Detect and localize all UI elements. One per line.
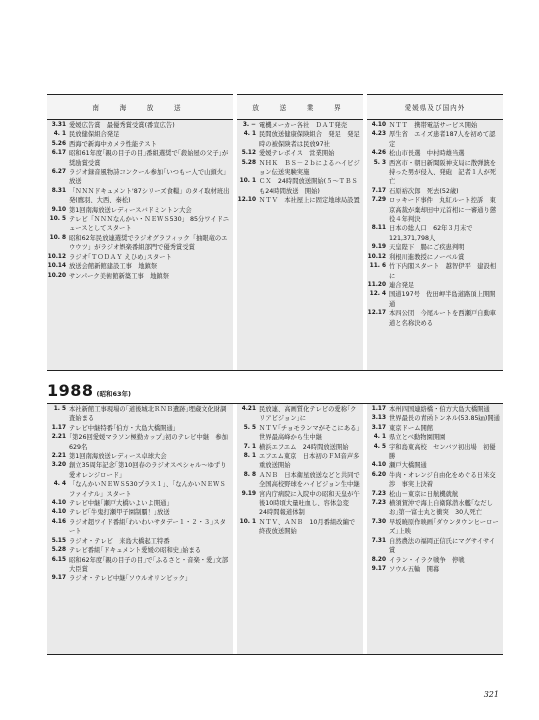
entry-text: 国道197号 佐田岬半島道路頂上開開通 [389,291,496,308]
entry-text: 松山市長選 中村時雄当選 [389,150,465,158]
entry-date: 6.27 [51,169,66,176]
entry-date: 9.17 [371,565,386,572]
entry-text: ＮＴＴ 携帯電話サービス開始 [389,122,478,129]
entry-date: 9.17 [51,575,66,582]
entry-date: 11. 6 [369,263,386,270]
entry-text: ラジオ超ワイド番組｢わいわいサタデー１・２・３｣スタート [69,518,226,536]
entry-text: テレビ｢牛鬼打瀬甲子園制覇！｣放送 [69,509,170,517]
entry-text: 第1回南海放送レディースバドミントン大会 [69,206,192,214]
chronology-entry [367,556,503,565]
entry-text: テレビ番組｢ドキュメント愛媛の昭和史｣始まる [69,547,202,555]
chronology-entry [367,187,503,196]
entry-date: 3.17 [371,424,386,431]
entry-text: ＮＴＶ｢チョモランマがそこにある｣世界最高峰から生中継 [259,424,360,442]
entry-text: 昭和62年民放連選奨でラジオグラフィック「抽眼竜のエウウツ」がラジオ娯楽番組部門で優秀賞受賞 [69,234,228,252]
entry-text: テレビ中継特番｢伯方・大島大橋開通｣ [69,424,176,432]
entry-text: 「なんかいＮＥＷＳ530プラス１」、「なんかいＮＥＷＳファイナル」スタート [69,481,226,498]
entry-text: 昭和61年度｢親の目子の目｣番組選奨で｢殺始屋の父子｣が奨励賞受賞 [69,150,229,167]
chronology-entry [47,234,233,253]
entry-text: 世界最長の青函トンネル(53.85㎞)開通 [389,415,500,423]
chronology-entry [47,480,233,499]
chronology-entry [367,149,503,158]
entry-date: 2.21 [51,434,66,441]
chronology-entry [237,443,363,452]
entry-date: 3. − [242,122,256,128]
chronology-table-1988 [47,403,503,655]
entry-date: 5. 3 [373,159,386,166]
chronology-entry [47,452,233,461]
entry-date: 6.15 [51,556,66,563]
entry-date: 7.23 [371,500,386,507]
entry-text: 自然農法の福岡正信氏にマグサイサイ賞 [389,537,496,555]
entry-text: 横浜エフエム 24時間放送開始 [259,443,349,451]
entry-text: 本社新館工事現場の｢道後城北ＲＮＢ遺跡｣埋蔵文化財調査始まる [69,406,227,423]
chronology-entry [367,130,503,149]
entry-date: 4. 1 [373,434,386,441]
entry-text: 第1回南海放送レディース卓球大会 [69,453,167,461]
chronology-entry [237,452,363,471]
entry-text: 「ＮＮＮドキュメント'87シリーズ食糧」のタイ取材班出発(鷹羽、大西、秦松) [69,187,230,205]
chronology-entry [47,187,233,206]
entry-date: 10. 5 [49,216,66,223]
entry-text: 竹下内閣スタート 越智伊平 建設相に [389,263,497,280]
chronology-entry [367,224,503,243]
entry-text: 早坂暁原作映画｢ダウンタウンヒーローズ｣上映 [389,518,499,536]
entry-text: 創立35周年記念｢第10回春のラジオスペシャル～ゆずり愛オレンジロード｣ [69,462,227,479]
entry-date: 11.20 [367,281,386,288]
chronology-entry [367,518,503,537]
entry-text: 宮内庁病院に入院中の昭和天皇が午後10時頃大量吐血し、容体急変 24時間報道体制 [259,490,360,517]
chronology-entry [367,121,503,130]
chronology-entry [47,149,233,168]
chronology-entry [367,443,503,462]
entry-date: 4.10 [371,462,386,469]
entry-date: 4.16 [51,518,66,525]
entry-text: ＣＸ 24時間放送開始(５～ＴＢＳも24時間放送 開始) [259,178,358,195]
year-era: (昭和63年) [96,390,132,398]
entry-text: 石原裕次郎 死去(52歳) [389,187,459,195]
entry-date: 9.19 [371,244,386,251]
chronology-entry [47,272,233,281]
chronology-entry [47,433,233,452]
chronology-entry [47,424,233,433]
entry-date: 5.12 [241,150,256,157]
header-nankai-broadcasting: 南 海 放 送 [47,95,233,120]
entry-date: 10.12 [47,253,66,260]
entry-text: テレビ「ＮＮＮなんかい・ＮＥＷＳ530」 85分ワイドニュースとしてスタート [69,216,229,233]
chronology-entry [237,130,363,149]
chronology-entry [237,196,363,205]
entry-date: 4. 1 [53,131,66,138]
entry-date: 4.10 [51,509,66,516]
entry-date: 4. 5 [373,443,386,450]
column-ehime [367,404,503,654]
chronology-entry [47,262,233,271]
chronology-entry [367,262,503,281]
entry-date: 7.23 [371,490,386,497]
chronology-entry [47,574,233,583]
chronology-entry [237,149,363,158]
entry-date: 8.11 [371,225,386,232]
entry-text: テレビ中継｢瀬戸大橋いよいよ開通｣ [69,500,170,508]
entry-text: 日本の総人口 62年３月末で121,371,798人 [389,225,473,242]
entry-text: 西海で新海中カメラ性能テスト [69,140,157,148]
chronology-table-1987 [47,94,503,371]
entry-text: ラジオ・テレビ中継｢ソウルオリンピック｣ [69,575,189,583]
year-heading [47,381,131,400]
entry-text: 天皇陛下 腸にご疾患判明 [389,244,465,252]
entry-date: 10. 8 [49,234,66,241]
entry-text: 東京ドーム開館 [389,424,434,432]
entry-date: 4.23 [371,131,386,138]
entry-date: 2.21 [51,453,66,460]
entry-text: イラン・イラク戦争 停戦 [389,556,465,564]
entry-date: 5.26 [51,140,66,147]
entry-text: エフエム東京 日本初のＦＭ音声多重放送開始 [259,453,360,470]
column-ehime [367,120,503,370]
chronology-entry [367,196,503,224]
chronology-entry [367,281,503,290]
chronology-entry [237,121,363,130]
entry-date: 7.30 [371,518,386,525]
chronology-entry [47,508,233,517]
entry-text: 本州四国連絡橋・伯方大島大橋開通 [389,406,490,413]
header-ehime-domestic-international: 愛媛県及び国内外 [367,95,503,120]
entry-date: 10. 1 [239,518,256,525]
entry-text: 昭和62年度｢親の目子の目｣で｢ふるさと・音楽・愛｣文部大臣賞 [69,556,229,573]
entry-text: ロッキード事件 丸紅ルート控訴 東京高裁が棄却田中元首相に一審通り懲役４年判決 [389,197,497,224]
chronology-entry [367,309,503,328]
chronology-entry [367,253,503,262]
entry-date: 6.17 [51,150,66,157]
chronology-entry [367,565,503,574]
chronology-entry [47,518,233,537]
entry-date: 5.28 [241,159,256,166]
chronology-entry [367,471,503,490]
chronology-entry [237,424,363,443]
entry-date: 1.17 [51,424,66,431]
entry-text: 民放連、高画質化テレビの愛称｢クリアビジョン｣に [259,406,357,423]
entry-text: ＮＴＶ、ＡＮＢ 10月番組改編で終夜放送開始 [259,518,356,536]
entry-date: 6.20 [371,471,386,478]
chronology-entry [237,177,363,196]
entry-text: ソウル五輪 開幕 [389,565,440,573]
entry-text: ラジオ・テレビ 来島大橋起工特番 [69,537,170,545]
chronology-entry [47,140,233,149]
entry-date: 12.17 [367,310,386,317]
chronology-entry [367,243,503,252]
entry-date: 12.10 [237,197,256,204]
entry-text: 本四公団 今尾ルートを西瀬戸自動車道と名称決める [389,310,497,327]
entry-date: 5.28 [51,547,66,554]
entry-text: 愛媛テレボイス 営業開始 [259,150,335,158]
chronology-entry [47,121,233,130]
page-number: 321 [483,690,499,699]
entry-date: 1. 5 [53,406,66,412]
chronology-entry [47,253,233,262]
entry-date: 3.20 [51,462,66,469]
entry-date: 7.31 [371,537,386,544]
chronology-entry [367,490,503,499]
entry-date: 10.20 [47,272,66,279]
chronology-entry [237,471,363,490]
entry-text: 横須賀沖で海上自衛隊潜水艦｢なだしお｣第一富士丸と衝突 30人死亡 [389,500,493,517]
entry-date: 8. 8 [243,471,256,478]
entry-date: 4.10 [51,500,66,507]
entry-text: 民放健保組合発足 [69,131,120,139]
entry-date: 1.17 [371,406,386,412]
chronology-entry [47,168,233,187]
entry-date: 10. 1 [239,178,256,185]
chronology-entry [367,537,503,556]
entry-text: ＡＮＢ 日本衛星放送などと共同で全国高校野球をハイビジョン生中継 [259,471,360,489]
entry-date: 5.15 [51,537,66,544]
column-nankai [47,120,233,370]
entry-text: 松山－東京に日航機就航 [389,490,459,498]
entry-date: 10.12 [367,253,386,260]
entry-date: 5. 5 [243,424,256,431]
entry-date: 4. 4 [53,481,66,488]
header-broadcasting-industry: 放 送 業 界 [237,95,363,120]
entry-date: 4. 1 [243,131,256,138]
entry-text: 民間放送健康保険組合 発足 発足時の被保険者は民放97社 [259,131,360,148]
chronology-entry [237,490,363,518]
column-nankai [47,404,233,654]
chronology-entry [367,424,503,433]
year-number: 1988 [47,381,94,400]
entry-date: 7.17 [371,187,386,194]
entry-date: 8.20 [371,556,386,563]
entry-date: 9.19 [241,490,256,497]
entry-text: 西宮市・朝日新聞阪神支局に散弾銃を持った男が侵入、発砲 記者１人が死亡 [389,159,497,186]
chronology-entry [47,546,233,555]
chronology-entry [367,405,503,414]
entry-text: ラジオ｢ＴＯＤＡＹ えひめ｣スタート [69,253,172,261]
entry-text: サンパーク美術館新築工事 地鎮祭 [69,272,169,280]
entry-text: 放送会館新館建設工事 地鎮祭 [69,263,158,271]
entry-date: 12. 4 [369,291,386,298]
entry-text: ラジオ録音風物詩コンクール参加｢いつもー人で山頭火｣放送 [69,169,227,186]
entry-date: 3.31 [51,122,66,128]
entry-date: 3.13 [371,415,386,422]
entry-text: 厚生省 エイズ患者187人を初めて認定 [389,131,496,148]
entry-date: 10.14 [47,263,66,270]
entry-text: ＮＴＶ 本社屋上に固定地球局設置 [259,197,360,205]
entry-text: ＮＨＫ ＢＳ－２ｂによるハイビジョン伝送実験実施 [259,159,360,177]
entry-date: 4.21 [241,406,256,412]
entry-text: 瀬戸大橋開通 [389,462,427,470]
chronology-entry [237,159,363,178]
entry-text: 宇和島東高校 センバツ初出場 初優勝 [389,443,496,461]
chronology-entry [47,206,233,215]
entry-text: 県立とべ動物園開園 [389,434,446,442]
chronology-entry [237,405,363,424]
entry-text: 牛肉・オレンジ自由化をめぐる日米交渉 事実上決着 [389,471,496,489]
chronology-entry [47,130,233,139]
chronology-entry [367,461,503,470]
chronology-entry [237,518,363,537]
entry-text: 連合発足 [389,281,415,289]
entry-date: 9.10 [51,206,66,213]
chronology-entry [367,290,503,309]
entry-text: 電機メーカー各社 ＤＡＴ発売 [259,122,348,129]
entry-text: ｢第26回愛媛マラソン極勤カップ｣初のテレビ中継 参加629名 [69,434,228,451]
chronology-entry [367,159,503,187]
entry-date: 8. 1 [243,453,256,460]
entry-date: 4.26 [371,150,386,157]
chronology-entry [47,556,233,575]
entry-text: 利根川進教授にノーベル賞 [389,253,465,261]
chronology-entry [47,537,233,546]
entry-date: 4.10 [371,122,386,128]
column-industry [237,120,363,370]
chronology-entry [367,414,503,423]
entry-date: 7.29 [371,197,386,204]
entry-date: 7. 1 [243,443,256,450]
column-industry [237,404,363,654]
chronology-entry [47,499,233,508]
entry-text: 愛媛広告賞 最優秀賞受賞(番宣広告) [69,122,175,129]
chronology-entry [47,405,233,424]
chronology-entry [47,215,233,234]
chronology-entry [47,461,233,480]
entry-date: 8.31 [51,187,66,194]
chronology-entry [367,433,503,442]
chronology-entry [367,499,503,518]
